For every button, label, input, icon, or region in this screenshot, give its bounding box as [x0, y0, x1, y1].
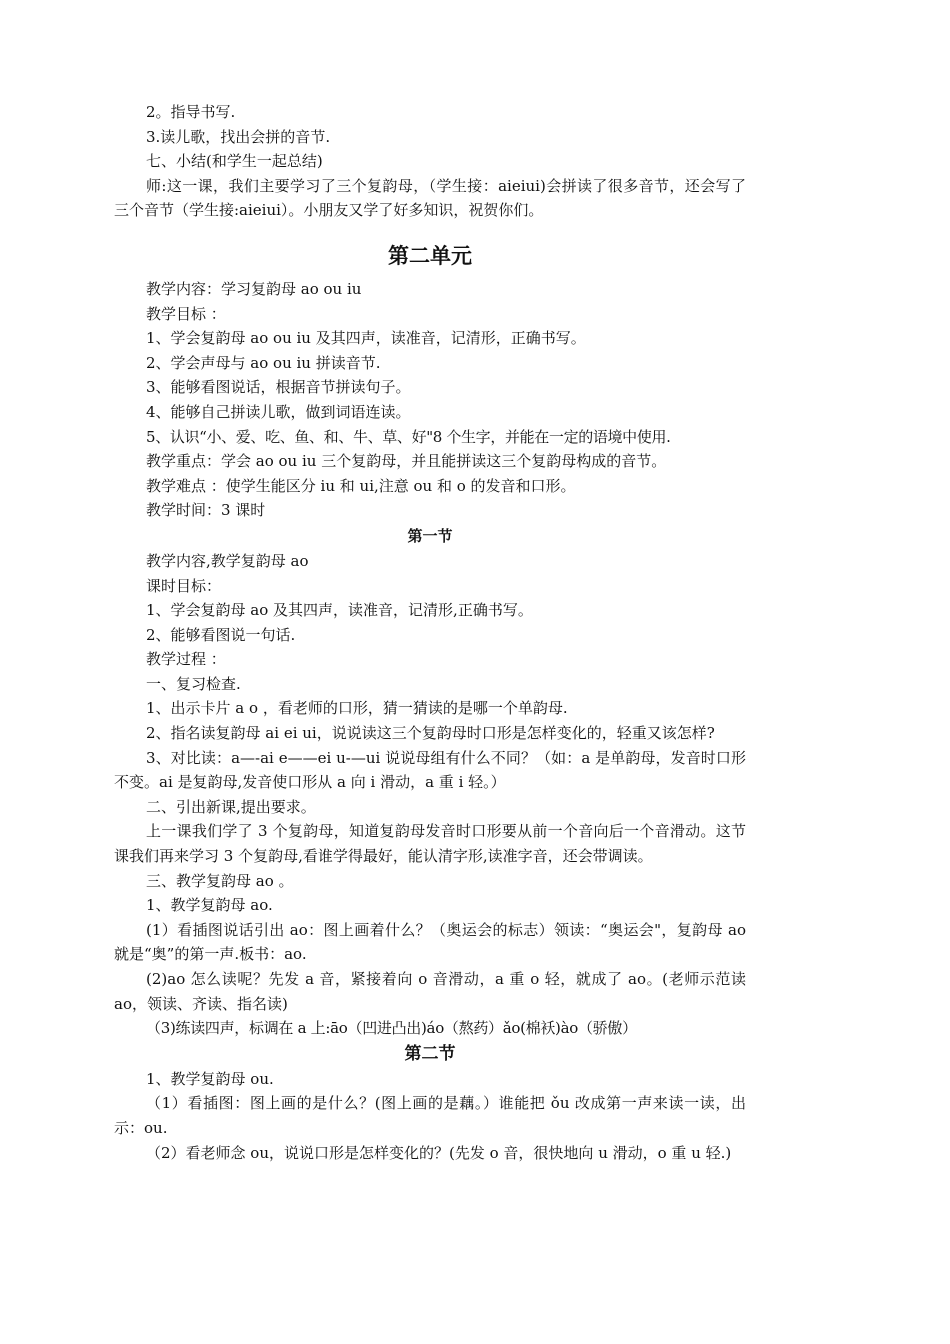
paragraph: （3)练读四声，标调在 a 上:āo（凹进凸出)áo（熬药）ǎo(棉袄)ào（骄傲）	[146, 1019, 637, 1038]
paragraph: 1、出示卡片 a o ，看老师的口形，猜一猜读的是哪一个单韵母.	[146, 699, 568, 718]
paragraph: 1、学会复韵母 ao ou iu 及其四声，读准音，记清形，正确书写。	[146, 329, 586, 348]
paragraph: 2、指名读复韵母 ai ei ui，说说读这三个复韵母时口形是怎样变化的，轻重又该怎样?	[146, 724, 715, 743]
section-one-block	[114, 549, 746, 1041]
paragraph: （2）看老师念 ou，说说口形是怎样变化的？(先发 o 音，很快地向 u 滑动，o 重 u 轻.)	[146, 1143, 732, 1162]
section-title: 第二节	[404, 1043, 456, 1064]
paragraph: 一、复习检查.	[146, 674, 241, 693]
paragraph: 1、教学复韵母 ao.	[146, 896, 273, 915]
paragraph: 三、教学复韵母 ao 。	[146, 871, 294, 890]
paragraph: 1、教学复韵母 ou.	[146, 1069, 274, 1088]
paragraph: 教学过程 ：	[146, 650, 226, 669]
paragraph: （1）看插图：图上画的是什么？(图上画的是藕。）谁能把 ǒu 改成第一声来读一读，出示：ou.	[114, 1094, 746, 1137]
paragraph: 教学目标 ：	[146, 304, 226, 323]
paragraph: 3、对比读：a—-ai e——ei u-—ui 说说母组有什么不同？（如：a 是单韵母，发音时口形不变。ai 是复韵母,发音使口形从 a 向 i 滑动，a 重 i 轻。）	[114, 748, 746, 792]
paragraph: 1、学会复韵母 ao 及其四声，读准音，记清形,正确书写。	[146, 601, 533, 620]
paragraph: 教学难点 ：使学生能区分 iu 和 ui,注意 ou 和 o 的发音和口形。	[146, 476, 576, 495]
paragraph: 上一课我们学了 3 个复韵母，知道复韵母发音时口形要从前一个音向后一个音滑动。这节课我们再来学习 3 个复韵母,看谁学得最好，能认清字形,读准字音，还会带调读。	[114, 822, 746, 866]
document-body	[114, 100, 746, 1165]
paragraph: 教学内容,教学复韵母 ao	[146, 551, 309, 570]
paragraph: (2)ao 怎么读呢？先发 a 音，紧接着向 o 音滑动，a 重 o 轻，就成了 ao。(老师示范读 ao，领读、齐读、指名读)	[114, 970, 746, 1013]
section-two-block	[114, 1067, 746, 1165]
paragraph: (1）看插图说话引出 ao：图上画着什么？（奥运会的标志）领读：“奥运会"，复韵母 ao 就是“奥”的第一声.板书：ao.	[114, 920, 746, 964]
paragraph: 二、引出新课,提出要求。	[146, 797, 316, 816]
unit-title: 第二单元	[388, 242, 472, 268]
intro-block	[114, 100, 746, 223]
paragraph: 教学内容：学习复韵母 ao ou iu	[146, 279, 362, 298]
paragraph: 教学时间：3 课时	[146, 501, 266, 520]
paragraph: 2。指导书写.	[146, 103, 236, 121]
paragraph: 3、能够看图说话，根据音节拼读句子。	[146, 378, 411, 397]
paragraph: 2、能够看图说一句话.	[146, 625, 296, 644]
paragraph: 5、认识“小、爱、吃、鱼、和、牛、草、好"8 个生字，并能在一定的语境中使用.	[146, 427, 671, 446]
paragraph: 3.读儿歌，找出会拼的音节.	[146, 127, 331, 146]
paragraph: 2、学会声母与 ao ou iu 拼读音节.	[146, 353, 381, 372]
paragraph: 4、能够自己拼读儿歌，做到词语连读。	[146, 402, 411, 421]
paragraph: 七、小结(和学生一起总结)	[146, 152, 323, 171]
paragraph: 教学重点：学会 ao ou iu 三个复韵母，并且能拼读这三个复韵母构成的音节。	[146, 452, 667, 471]
unit-block	[114, 277, 746, 523]
section-title: 第一节	[407, 526, 453, 545]
paragraph: 师:这一课，我们主要学习了三个复韵母，（学生接：aieiui)会拼读了很多音节，还会写了三个音节（学生接:aieiui）。小朋友又学了好多知识，祝贺你们。	[114, 176, 746, 220]
paragraph: 课时目标：	[146, 576, 222, 595]
